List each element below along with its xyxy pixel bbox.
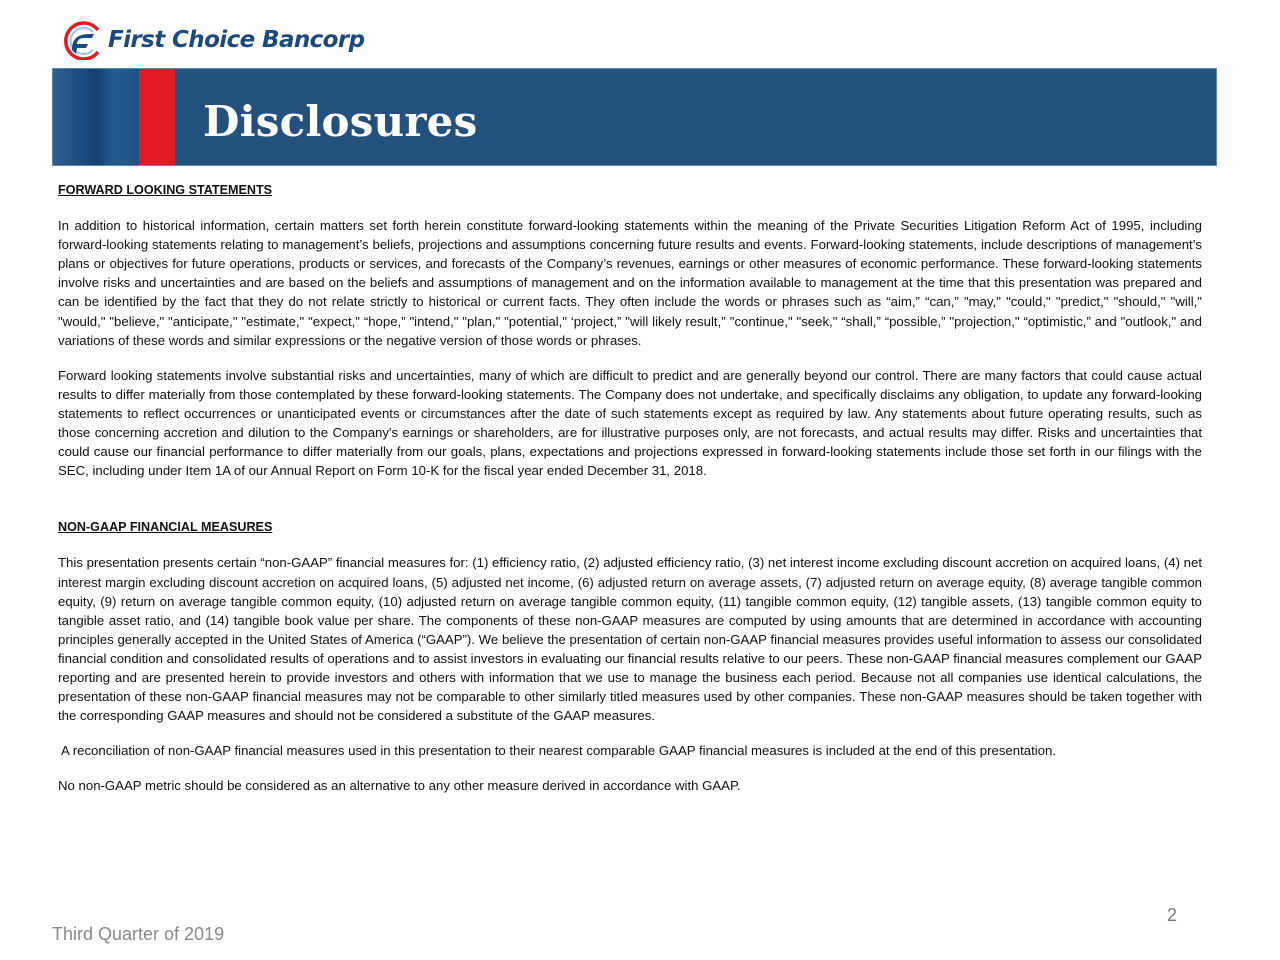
company-logo <box>60 20 364 60</box>
title-banner <box>52 68 1217 166</box>
non-gaap-alternative-note: No non-GAAP metric should be considered as an alternative to any other measure derived in accordance with GAAP. <box>58 778 741 794</box>
forward-looking-paragraph-2: Forward looking statements involve substantial risks and uncertainties, many of which are difficult to predict and are generally beyond our control. There are many factors that could cause actual results to differ materially from those contemplated by these forward-looking statements. The Company does not undertake, and specifically disclaims any obligation, to update any forward-looking statements to reflect occurrences or unanticipated events or circumstances after the date of such statements except as required by law. Any statements about future operating results, such as those concerning accretion and dilution to the Company's earnings or shareholders, are for illustrative purposes only, are not forecasts, and actual results may differ. Risks and uncertainties that could cause our financial performance to differ materially from our goals, plans, expectations and projections expressed in forward-looking statements include those set forth in our filings with the SEC, including under Item 1A of our Annual Report on Form 10-K for the fiscal year ended December 31, 2018. <box>58 367 1202 479</box>
disclosures-body <box>58 181 1202 795</box>
banner-red-accent <box>139 69 175 165</box>
page-title: Disclosures <box>203 97 478 146</box>
footer-period: Third Quarter of 2019 <box>52 924 225 944</box>
first-choice-logo-icon <box>60 20 104 60</box>
non-gaap-reconciliation-note: A reconciliation of non-GAAP financial measures used in this presentation to their nearest comparable GAAP financial measures is included at the end of this presentation. <box>61 743 1057 759</box>
non-gaap-heading: NON-GAAP FINANCIAL MEASURES <box>58 520 273 535</box>
non-gaap-paragraph-1: This presentation presents certain “non-GAAP” financial measures for: (1) efficiency ratio, (2) adjusted efficiency ratio, (3) net interest income excluding discount accretion on acquired loans, (4) net interest margin excluding discount accretion on acquired loans, (5) adjusted net income, (6) adjusted return on average assets, (7) adjusted return on average equity, (8) average tangible common equity, (9) return on average tangible common equity, (10) adjusted return on average tangible common equity, (11) tangible common equity, (12) tangible assets, (13) tangible common equity to tangible asset ratio, and (14) tangible book value per share. The components of these non-GAAP measures are computed by using amounts that are determined in accordance with accounting principles generally accepted in the United States of America (“GAAP”). We believe the presentation of certain non-GAAP financial measures provides useful information to assess our consolidated financial condition and consolidated results of operations and to assist investors in evaluating our financial results relative to our peers. These non-GAAP financial measures complement our GAAP reporting and are presented herein to provide investors and others with information that we use to manage the business each period. Because not all companies use identical calculations, the presentation of these non-GAAP financial measures may not be comparable to other similarly titled measures used by other companies. These non-GAAP measures should be taken together with the corresponding GAAP measures and should not be considered a substitute of the GAAP measures. <box>58 555 1202 724</box>
page-number: 2 <box>1167 905 1178 925</box>
logo-text: First Choice Bancorp <box>108 27 365 53</box>
forward-looking-paragraph-1: In addition to historical information, certain matters set forth herein constitute forward-looking statements within the meaning of the Private Securities Litigation Reform Act of 1995, including forward-looking statements relating to management’s beliefs, projections and assumptions concerning future results and events. Forward-looking statements, include descriptions of management’s plans or objectives for future operations, products or services, and forecasts of the Company’s revenues, earnings or other measures of economic performance. These forward-looking statements involve risks and uncertainties and are based on the beliefs and assumptions of management and on the information available to management at the time that this presentation was prepared and can be identified by the fact that they do not relate strictly to historical or current facts. They often include the words or phrases such as “aim,” “can,” "may," "could," "predict," "should," "will," "would," "believe," "anticipate," "estimate," "expect," “hope,” "intend," "plan," "potential," ‘project,” "will likely result," "continue," "seek," “shall,” “possible,” "projection," “optimistic,” and "outlook," and variations of these words and similar expressions or the negative version of those words or phrases. <box>58 218 1202 348</box>
forward-looking-heading: FORWARD LOOKING STATEMENTS <box>58 183 273 197</box>
banner-image-strip <box>53 69 139 165</box>
